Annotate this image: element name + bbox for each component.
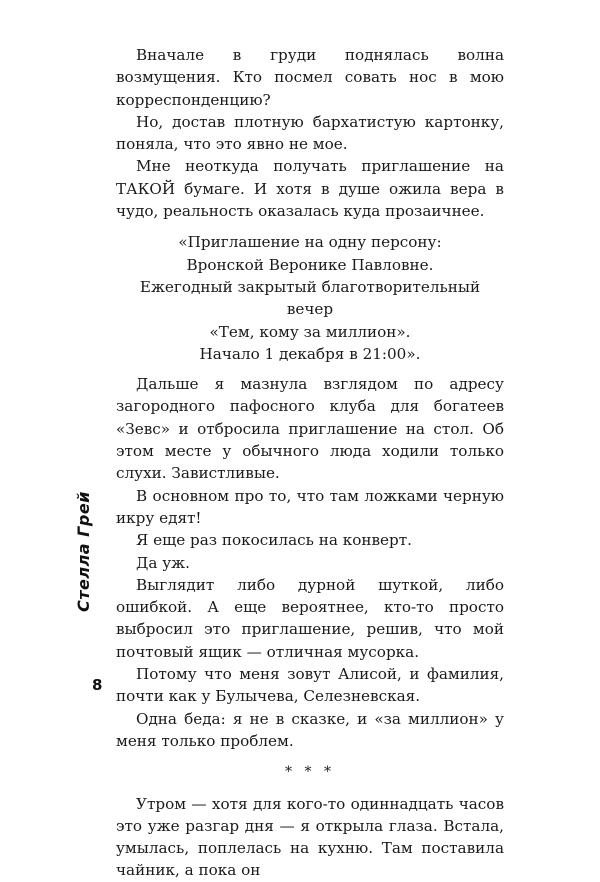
paragraph: Потому что меня зовут Алисой, и фамилия, почти как у Булычева, Селезневская. bbox=[116, 665, 504, 706]
invitation-line: Ежегодный закрытый благотворительный вечер bbox=[139, 277, 481, 319]
paragraph: Дальше я мазнула взглядом по адресу загородного пафосного клуба для богатеев «Зевс» и отбросила приглашение на стол. Об этом месте у обычного люда ходили только слухи. Завистливые. bbox=[116, 375, 504, 483]
paragraph: В основном про то, что там ложками черную икру едят! bbox=[116, 486, 504, 527]
invitation-text bbox=[116, 231, 504, 365]
body-text bbox=[116, 44, 504, 882]
invitation-line: Начало 1 декабря в 21:00». bbox=[199, 344, 421, 363]
paragraph: Выглядит либо дурной шуткой, либо ошибкой. А еще вероятнее, кто-то просто выбросил это приглашение, решив, что мой почтовый ящик — отличная мусорка. bbox=[116, 575, 504, 661]
paragraph: Утром — хотя для кого-то одиннадцать часов это уже разгар дня — я открыла глаза. Встала, умылась, поплелась на кухню. Там поставила чайник, а пока он bbox=[116, 794, 504, 880]
invitation-line: «Тем, кому за миллион». bbox=[209, 322, 411, 341]
paragraph: Вначале в груди поднялась волна возмущения. Кто посмел совать нос в мою корреспонденцию? bbox=[116, 46, 504, 109]
invitation-line: «Приглашение на одну персону: bbox=[178, 233, 442, 252]
paragraph: Одна беда: я не в сказке, и «за миллион» у меня только проблем. bbox=[116, 709, 504, 750]
author-name-vertical: Стелла Грей bbox=[74, 491, 93, 612]
page-number: 8 bbox=[92, 676, 103, 694]
paragraph: Но, достав плотную бархатистую картонку, поняла, что это явно не мое. bbox=[116, 112, 504, 154]
invitation-line: Вронской Веронике Павловне. bbox=[186, 255, 434, 274]
paragraph: Мне неоткуда получать приглашение на ТАКОЙ бумаге. И хотя в душе ожила вера в чудо, реальность оказалась куда прозаичнее. bbox=[116, 157, 504, 221]
paragraph: Я еще раз покосилась на конверт. bbox=[136, 531, 412, 550]
scene-separator: * * * bbox=[285, 764, 335, 781]
paragraph: Да уж. bbox=[136, 553, 190, 572]
